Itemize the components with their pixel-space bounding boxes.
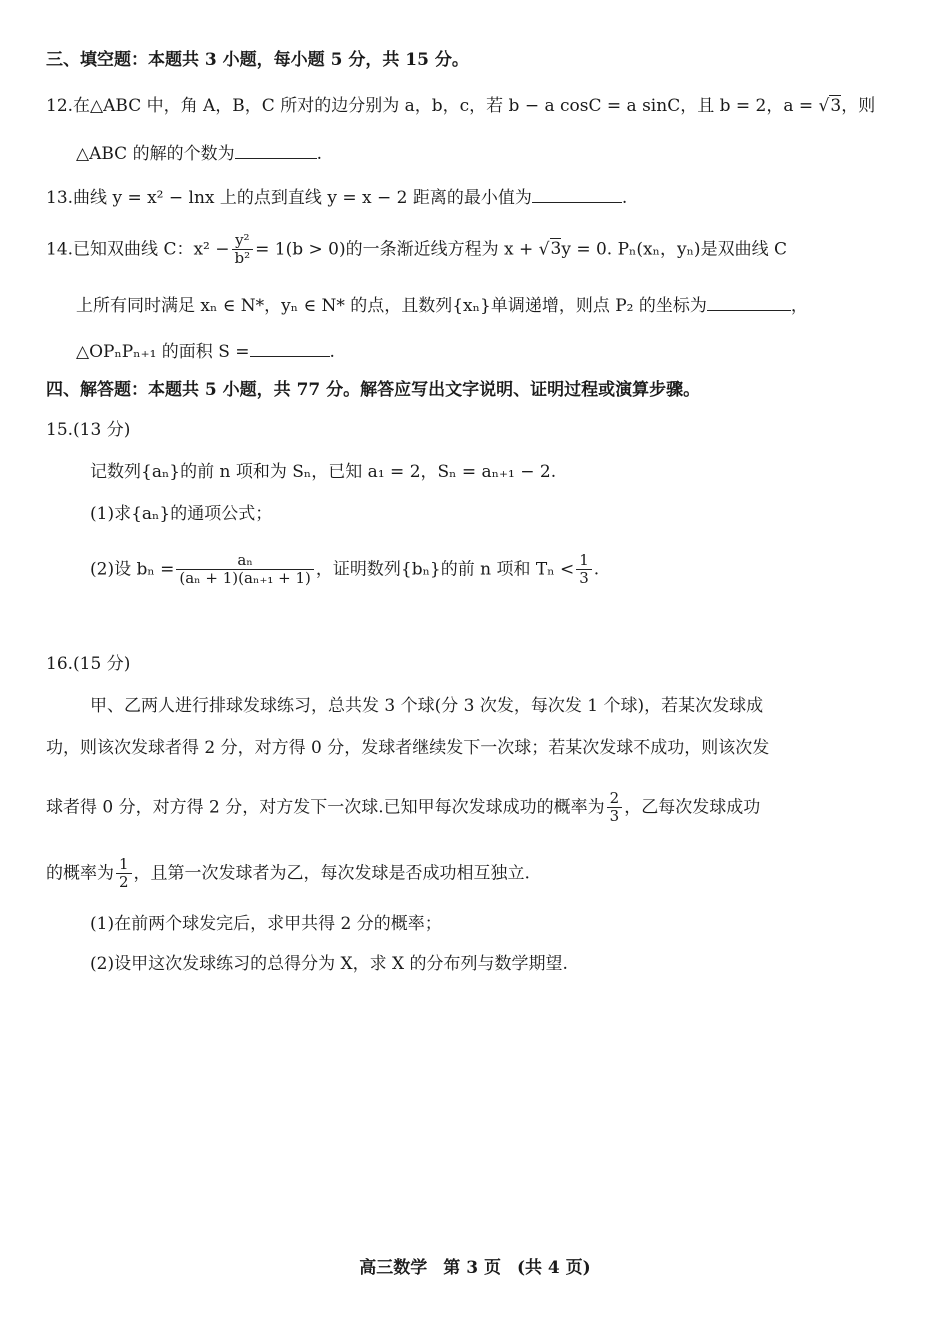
q16-frac2-den: 2 bbox=[119, 873, 129, 892]
q12-sqrt-symbol: √ bbox=[818, 96, 830, 116]
question-16-part-1: (1)在前两个球发完后，求甲共得 2 分的概率； bbox=[90, 914, 442, 934]
footer-total-pages: (共 4 页) bbox=[516, 1258, 591, 1278]
question-15-stem: 记数列{aₙ}的前 n 项和为 Sₙ，已知 a₁ = 2，Sₙ = aₙ₊₁ − 2. bbox=[90, 462, 557, 482]
question-16-line-2: 功，则该次发球者得 2 分，对方得 0 分，发球者继续发下一次球；若某次发球不成功，则该次发 bbox=[46, 738, 770, 758]
q13-text-a: 13.曲线 y = x² − lnx 上的点到直线 y = x − 2 距离的最小值为 bbox=[46, 188, 532, 208]
answer-blank-q14-area[interactable] bbox=[250, 338, 330, 357]
q14-fraction bbox=[232, 232, 254, 268]
q12-text-d: . bbox=[316, 144, 322, 164]
q15-frac-den: (aₙ + 1)(aₙ₊₁ + 1) bbox=[179, 569, 311, 588]
question-16-title: 16.(15 分) bbox=[46, 654, 131, 674]
q15-fraction-bn bbox=[176, 552, 314, 588]
section-heading-solutions: 四、解答题：本题共 5 小题，共 77 分。解答应写出文字说明、证明过程或演算步骤。 bbox=[46, 380, 701, 400]
footer-subject: 高三数学 bbox=[359, 1258, 428, 1278]
answer-blank-q13[interactable] bbox=[532, 184, 622, 203]
q13-text-b: . bbox=[621, 188, 628, 208]
question-14-line-3 bbox=[76, 338, 335, 364]
q16-frac1-num: 2 bbox=[607, 790, 623, 808]
question-15-title: 15.(13 分) bbox=[46, 420, 131, 440]
question-16-part-2: (2)设甲这次发球练习的总得分为 X，求 X 的分布列与数学期望. bbox=[90, 954, 568, 974]
answer-blank-q14-p2[interactable] bbox=[707, 292, 791, 311]
q16-line3-text-a: 球者得 0 分，对方得 2 分，对方发下一次球.已知甲每次发球成功的概率为 bbox=[46, 797, 605, 818]
q12-text-c: △ABC 的解的个数为 bbox=[76, 144, 235, 164]
q14-sqrt-symbol: √ bbox=[538, 239, 550, 260]
q16-frac1-den: 3 bbox=[609, 807, 620, 826]
q15-third-num: 1 bbox=[576, 552, 592, 570]
q16-fraction-half bbox=[116, 856, 132, 892]
question-16-line-1: 甲、乙两人进行排球发球练习，总共发 3 个球(分 3 次发，每次发 1 个球)，若某次发球成 bbox=[90, 696, 764, 716]
q14-sqrt-value: 3 bbox=[550, 239, 562, 260]
question-14-line-1 bbox=[46, 232, 787, 268]
footer-page-number: 第 3 页 bbox=[443, 1258, 501, 1278]
q14-text-b: = 1(b > 0)的一条渐近线方程为 x + bbox=[255, 239, 539, 260]
q14-text-e: ， bbox=[790, 296, 808, 316]
question-16-line-4 bbox=[46, 856, 530, 892]
q14-text-c: y = 0. Pₙ(xₙ，yₙ)是双曲线 C bbox=[561, 239, 787, 260]
question-12-line-1 bbox=[46, 94, 875, 118]
q15-part2-text-a: (2)设 bₙ = bbox=[90, 559, 175, 580]
q16-line4-text-b: ，且第一次发球者为乙，每次发球是否成功相互独立. bbox=[133, 863, 530, 884]
section-heading-fill-in: 三、填空题：本题共 3 小题，每小题 5 分，共 15 分。 bbox=[46, 50, 469, 70]
question-13 bbox=[46, 184, 627, 210]
q12-sqrt-value: 3 bbox=[830, 96, 842, 116]
question-15-part-2 bbox=[90, 552, 599, 588]
q14-text-d: 上所有同时满足 xₙ ∈ N*，yₙ ∈ N* 的点，且数列{xₙ}单调递增，则点 P₂ 的坐标为 bbox=[76, 296, 707, 316]
q14-text-f: △OPₙPₙ₊₁ 的面积 S = bbox=[76, 342, 250, 362]
question-14-line-2 bbox=[76, 292, 808, 318]
q14-text-g: . bbox=[329, 342, 335, 362]
question-16-line-3 bbox=[46, 790, 760, 826]
answer-blank-q12[interactable] bbox=[235, 140, 317, 159]
question-15-part-1: (1)求{aₙ}的通项公式； bbox=[90, 504, 273, 524]
q12-text-a: 12.在△ABC 中，角 A，B，C 所对的边分别为 a，b，c，若 b − a cosC = a sinC，且 b = 2，a = bbox=[46, 96, 819, 116]
page-footer bbox=[0, 1253, 950, 1278]
q15-frac-num: aₙ bbox=[176, 552, 314, 570]
question-12-line-2 bbox=[76, 140, 322, 166]
q14-frac-num: y² bbox=[232, 232, 254, 250]
q15-part2-text-b: ，证明数列{bₙ}的前 n 项和 Tₙ < bbox=[315, 559, 575, 580]
q16-fraction-two-thirds bbox=[607, 790, 623, 826]
q15-fraction-third bbox=[576, 552, 592, 588]
q15-part2-text-c: . bbox=[593, 559, 600, 580]
q14-frac-den: b² bbox=[234, 249, 251, 268]
q16-line4-text-a: 的概率为 bbox=[46, 863, 114, 884]
q16-line3-text-b: ，乙每次发球成功 bbox=[624, 797, 761, 818]
q15-third-den: 3 bbox=[579, 569, 589, 588]
q14-text-a: 14.已知双曲线 C：x² − bbox=[46, 239, 230, 260]
q16-frac2-num: 1 bbox=[116, 856, 132, 874]
q12-text-b: ，则 bbox=[841, 96, 876, 116]
